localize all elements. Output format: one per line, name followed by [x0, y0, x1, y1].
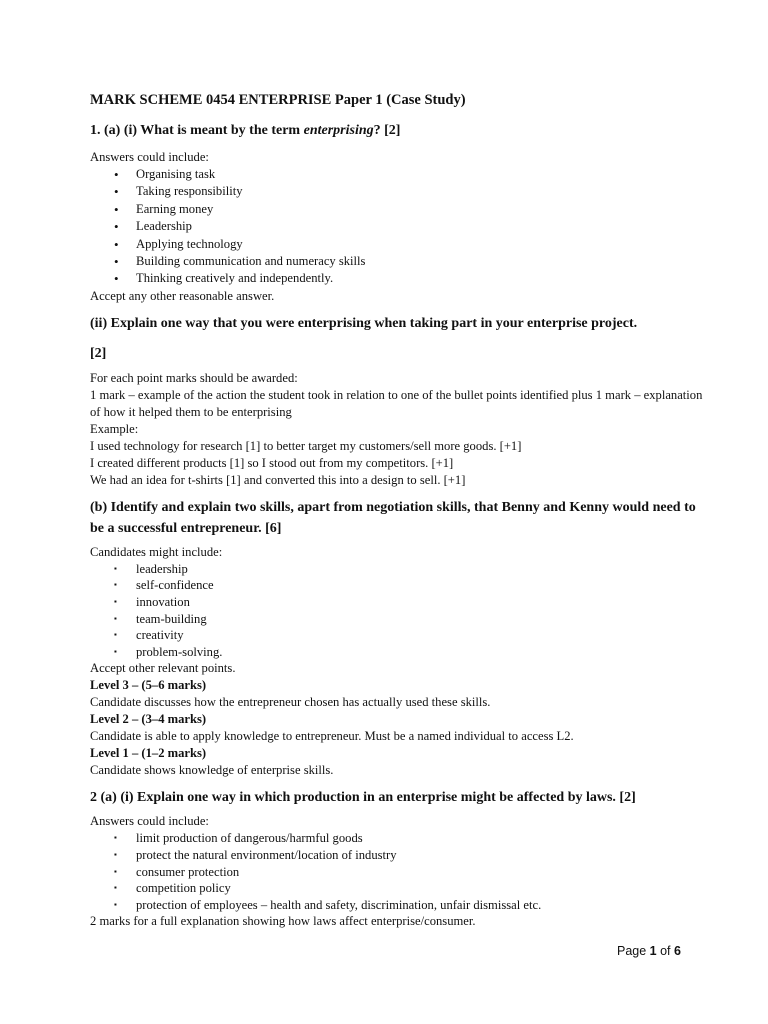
q2a-answer-list [90, 830, 710, 913]
document-title: MARK SCHEME 0454 ENTERPRISE Paper 1 (Case Study) [90, 92, 466, 108]
list-item: • Leadership [90, 218, 710, 235]
question-1a-i-heading: 1. (a) (i) What is meant by the term enterprising? [2] [90, 123, 401, 138]
q1b-outro: Accept other relevant points. [90, 661, 236, 676]
list-item: ▪ leadership [90, 561, 710, 578]
list-item: ▪ protection of employees – health and safety, discrimination, unfair dismissal etc. [90, 897, 710, 914]
list-item: ▪ innovation [90, 594, 710, 611]
list-item: ▪ protect the natural environment/location of industry [90, 847, 710, 864]
q1a-ii-line: For each point marks should be awarded: [90, 370, 298, 385]
level-1-heading: Level 1 – (1–2 marks) [90, 746, 207, 761]
document-page [90, 92, 710, 930]
level-3-text: Candidate discusses how the entrepreneur chosen has actually used these skills. [90, 695, 491, 710]
q1a-answer-list [90, 166, 710, 288]
question-1a-ii-heading: (ii) Explain one way that you were enterprising when taking part in your enterprise project. [90, 315, 638, 331]
list-item: ▪ problem-solving. [90, 644, 710, 661]
q2a-intro: Answers could include: [90, 814, 209, 829]
list-item: ▪ limit production of dangerous/harmful goods [90, 830, 710, 847]
list-item: • Organising task [90, 166, 710, 183]
q1a-intro: Answers could include: [90, 150, 209, 164]
page-number: Page 1 of 6 [617, 944, 681, 958]
list-item: • Taking responsibility [90, 183, 710, 200]
q1a-ii-line: We had an idea for t-shirts [1] and converted this into a design to sell. [+1] [90, 472, 466, 487]
list-item: • Thinking creatively and independently. [90, 270, 710, 287]
q1a-ii-line: I used technology for research [1] to better target my customers/sell more goods. [+1] [90, 438, 522, 453]
list-item: ▪ competition policy [90, 880, 710, 897]
q1a-ii-line: Example: [90, 421, 139, 436]
list-item: • Earning money [90, 201, 710, 218]
question-1b-heading: (b) Identify and explain two skills, apart from negotiation skills, that Benny and Kenny would need to be a successful entrepreneur. [6] [90, 499, 696, 536]
level-2-text: Candidate is able to apply knowledge to entrepreneur. Must be a named individual to access L2. [90, 729, 574, 744]
list-item: • Applying technology [90, 236, 710, 253]
level-2-heading: Level 2 – (3–4 marks) [90, 712, 207, 727]
question-2a-heading: 2 (a) (i) Explain one way in which production in an enterprise might be affected by laws. [2] [90, 790, 636, 806]
list-item: ▪ creativity [90, 627, 710, 644]
q2a-outro: 2 marks for a full explanation showing how laws affect enterprise/consumer. [90, 914, 476, 929]
q1a-ii-line: 1 mark – example of the action the student took in relation to one of the bullet points identified plus 1 mark – explanation of how it helped them to be enterprising [90, 387, 703, 419]
q1a-ii-line: I created different products [1] so I stood out from my competitors. [+1] [90, 455, 454, 470]
list-item: ▪ team-building [90, 611, 710, 628]
list-item: ▪ self-confidence [90, 577, 710, 594]
question-1a-ii-marks: [2] [90, 345, 107, 361]
q1b-skills-list [90, 561, 710, 661]
level-3-heading: Level 3 – (5–6 marks) [90, 678, 207, 693]
list-item: ▪ consumer protection [90, 864, 710, 881]
level-1-text: Candidate shows knowledge of enterprise skills. [90, 763, 334, 778]
list-item: • Building communication and numeracy skills [90, 253, 710, 270]
q1b-intro: Candidates might include: [90, 544, 223, 559]
q1a-outro: Accept any other reasonable answer. [90, 288, 275, 303]
